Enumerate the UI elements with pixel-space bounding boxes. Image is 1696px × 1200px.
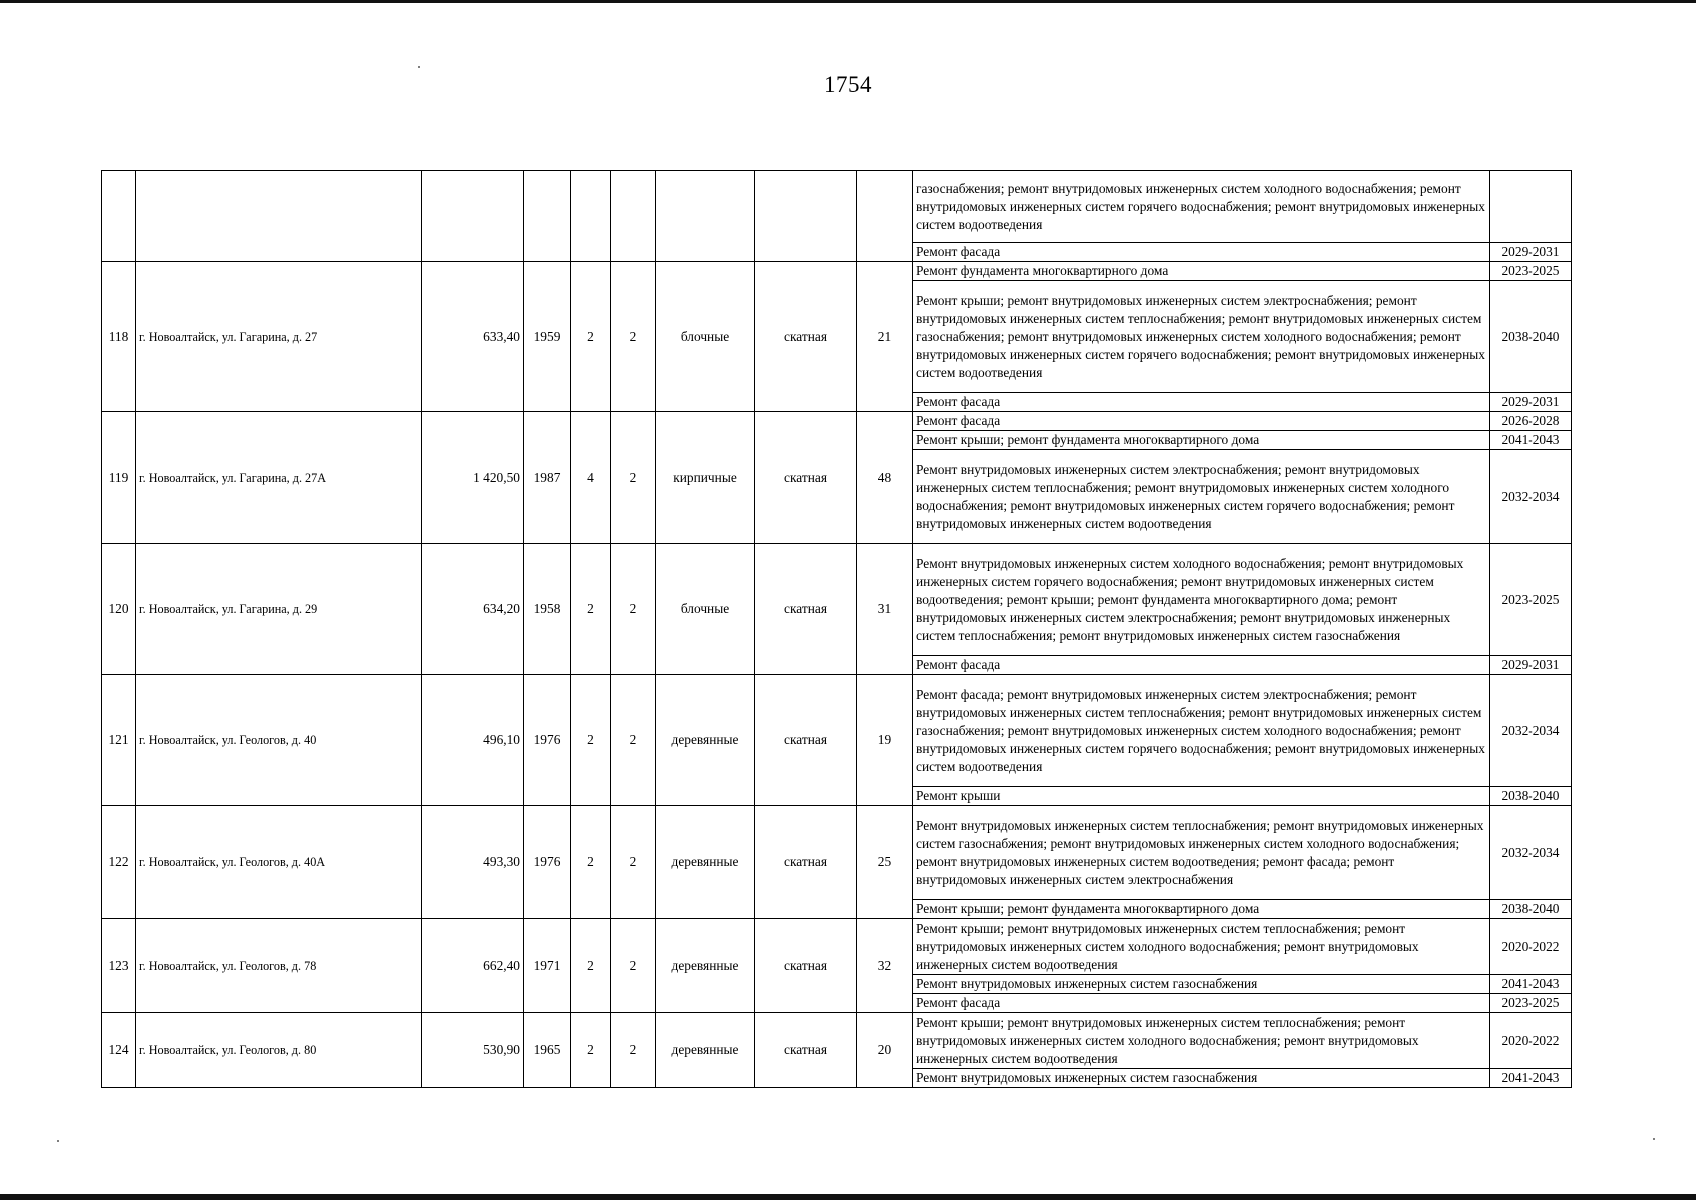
empty-cell [656, 171, 755, 262]
work-period: 2038-2040 [1490, 281, 1572, 393]
wall-material-cell: деревянные [656, 675, 755, 806]
work-description: Ремонт крыши; ремонт фундамента многоквартирного дома [913, 431, 1490, 450]
work-description: Ремонт фасада [913, 656, 1490, 675]
scan-border-top [0, 0, 1696, 3]
address-cell: г. Новоалтайск, ул. Геологов, д. 40 [136, 675, 422, 806]
table-row [102, 675, 1572, 787]
wall-material-cell: кирпичные [656, 412, 755, 544]
area-cell: 530,90 [422, 1013, 524, 1088]
entrances-cell: 2 [611, 919, 656, 1013]
value-cell: 48 [857, 412, 913, 544]
work-description: Ремонт крыши; ремонт внутридомовых инженерных систем теплоснабжения; ремонт внутридомовых инженерных систем холодного водоснабжения; ремонт внутридомовых инженерных систем водоотведения [913, 1013, 1490, 1069]
row-number: 124 [102, 1013, 136, 1088]
address-cell: г. Новоалтайск, ул. Геологов, д. 80 [136, 1013, 422, 1088]
entrances-cell: 2 [611, 544, 656, 675]
housing-repair-table [101, 170, 1572, 1088]
work-description: Ремонт фасада; ремонт внутридомовых инженерных систем электроснабжения; ремонт внутридомовых инженерных систем теплоснабжения; ремонт внутридомовых инженерных систем газоснабжения; ремонт внутридомовых инженерных систем холодного водоснабжения; ремонт внутридомовых инженерных систем горячего водоснабжения; ремонт внутридомовых инженерных систем водоотведения [913, 675, 1490, 787]
empty-cell [422, 171, 524, 262]
work-period: 2032-2034 [1490, 675, 1572, 787]
value-cell: 32 [857, 919, 913, 1013]
work-period: 2038-2040 [1490, 900, 1572, 919]
address-cell: г. Новоалтайск, ул. Гагарина, д. 27А [136, 412, 422, 544]
table-row [102, 262, 1572, 281]
roof-type-cell: скатная [755, 412, 857, 544]
address-cell: г. Новоалтайск, ул. Гагарина, д. 29 [136, 544, 422, 675]
work-period: 2041-2043 [1490, 975, 1572, 994]
floors-cell: 2 [571, 262, 611, 412]
work-period: 2023-2025 [1490, 994, 1572, 1013]
table-row [102, 919, 1572, 975]
empty-cell [611, 171, 656, 262]
scan-speck [1653, 1138, 1655, 1140]
floors-cell: 2 [571, 675, 611, 806]
roof-type-cell: скатная [755, 806, 857, 919]
entrances-cell: 2 [611, 806, 656, 919]
scan-speck [418, 66, 420, 68]
row-number: 118 [102, 262, 136, 412]
year-cell: 1958 [524, 544, 571, 675]
wall-material-cell: блочные [656, 262, 755, 412]
year-cell: 1965 [524, 1013, 571, 1088]
table-row [102, 1013, 1572, 1069]
year-cell: 1959 [524, 262, 571, 412]
year-cell: 1976 [524, 806, 571, 919]
table-body [102, 171, 1572, 1088]
row-number: 120 [102, 544, 136, 675]
area-cell: 496,10 [422, 675, 524, 806]
continuation-row [102, 171, 1572, 243]
area-cell: 493,30 [422, 806, 524, 919]
work-description: Ремонт фасада [913, 243, 1490, 262]
table-row [102, 806, 1572, 900]
work-description: Ремонт фасада [913, 393, 1490, 412]
address-cell: г. Новоалтайск, ул. Геологов, д. 78 [136, 919, 422, 1013]
work-period: 2041-2043 [1490, 431, 1572, 450]
work-description: Ремонт внутридомовых инженерных систем теплоснабжения; ремонт внутридомовых инженерных систем газоснабжения; ремонт внутридомовых инженерных систем холодного водоснабжения; ремонт внутридомовых инженерных систем водоотведения; ремонт фасада; ремонт внутридомовых инженерных систем электроснабжения [913, 806, 1490, 900]
wall-material-cell: деревянные [656, 806, 755, 919]
empty-cell [857, 171, 913, 262]
value-cell: 21 [857, 262, 913, 412]
scan-border-bottom [0, 1194, 1696, 1200]
empty-cell [102, 171, 136, 262]
work-description: Ремонт крыши; ремонт внутридомовых инженерных систем теплоснабжения; ремонт внутридомовых инженерных систем холодного водоснабжения; ремонт внутридомовых инженерных систем водоотведения [913, 919, 1490, 975]
work-period: 2041-2043 [1490, 1069, 1572, 1088]
year-cell: 1987 [524, 412, 571, 544]
work-description: Ремонт крыши; ремонт фундамента многоквартирного дома [913, 900, 1490, 919]
work-description: Ремонт внутридомовых инженерных систем газоснабжения [913, 1069, 1490, 1088]
floors-cell: 2 [571, 919, 611, 1013]
roof-type-cell: скатная [755, 1013, 857, 1088]
value-cell: 31 [857, 544, 913, 675]
page-number: 1754 [824, 72, 872, 97]
table-row [102, 412, 1572, 431]
work-period: 2029-2031 [1490, 656, 1572, 675]
work-period: 2029-2031 [1490, 393, 1572, 412]
year-cell: 1976 [524, 675, 571, 806]
work-description: Ремонт фундамента многоквартирного дома [913, 262, 1490, 281]
wall-material-cell: деревянные [656, 919, 755, 1013]
wall-material-cell: деревянные [656, 1013, 755, 1088]
work-description: Ремонт внутридомовых инженерных систем электроснабжения; ремонт внутридомовых инженерных систем теплоснабжения; ремонт внутридомовых инженерных систем холодного водоснабжения; ремонт внутридомовых инженерных систем горячего водоснабжения; ремонт внутридомовых инженерных систем водоотведения [913, 450, 1490, 544]
floors-cell: 4 [571, 412, 611, 544]
address-cell: г. Новоалтайск, ул. Гагарина, д. 27 [136, 262, 422, 412]
area-cell: 634,20 [422, 544, 524, 675]
work-period: 2032-2034 [1490, 806, 1572, 900]
value-cell: 25 [857, 806, 913, 919]
row-number: 123 [102, 919, 136, 1013]
work-period: 2023-2025 [1490, 544, 1572, 656]
work-description: Ремонт внутридомовых инженерных систем газоснабжения [913, 975, 1490, 994]
roof-type-cell: скатная [755, 675, 857, 806]
work-period: 2023-2025 [1490, 262, 1572, 281]
roof-type-cell: скатная [755, 544, 857, 675]
work-period: 2032-2034 [1490, 450, 1572, 544]
work-description: Ремонт крыши; ремонт внутридомовых инженерных систем электроснабжения; ремонт внутридомовых инженерных систем теплоснабжения; ремонт внутридомовых инженерных систем газоснабжения; ремонт внутридомовых инженерных систем холодного водоснабжения; ремонт внутридомовых инженерных систем горячего водоснабжения; ремонт внутридомовых инженерных систем водоотведения [913, 281, 1490, 393]
entrances-cell: 2 [611, 1013, 656, 1088]
work-description: газоснабжения; ремонт внутридомовых инженерных систем холодного водоснабжения; ремонт внутридомовых инженерных систем горячего водоснабжения; ремонт внутридомовых инженерных систем водоотведения [913, 171, 1490, 243]
roof-type-cell: скатная [755, 919, 857, 1013]
work-description: Ремонт фасада [913, 994, 1490, 1013]
area-cell: 662,40 [422, 919, 524, 1013]
work-description: Ремонт фасада [913, 412, 1490, 431]
floors-cell: 2 [571, 806, 611, 919]
empty-cell [524, 171, 571, 262]
work-period [1490, 171, 1572, 243]
year-cell: 1971 [524, 919, 571, 1013]
empty-cell [136, 171, 422, 262]
empty-cell [571, 171, 611, 262]
work-period: 2038-2040 [1490, 787, 1572, 806]
floors-cell: 2 [571, 544, 611, 675]
floors-cell: 2 [571, 1013, 611, 1088]
address-cell: г. Новоалтайск, ул. Геологов, д. 40А [136, 806, 422, 919]
area-cell: 633,40 [422, 262, 524, 412]
table-row [102, 544, 1572, 656]
value-cell: 20 [857, 1013, 913, 1088]
work-period: 2020-2022 [1490, 1013, 1572, 1069]
value-cell: 19 [857, 675, 913, 806]
work-period: 2020-2022 [1490, 919, 1572, 975]
scan-speck [57, 1140, 59, 1142]
row-number: 119 [102, 412, 136, 544]
work-period: 2026-2028 [1490, 412, 1572, 431]
area-cell: 1 420,50 [422, 412, 524, 544]
wall-material-cell: блочные [656, 544, 755, 675]
entrances-cell: 2 [611, 412, 656, 544]
work-period: 2029-2031 [1490, 243, 1572, 262]
work-description: Ремонт крыши [913, 787, 1490, 806]
entrances-cell: 2 [611, 675, 656, 806]
roof-type-cell: скатная [755, 262, 857, 412]
row-number: 122 [102, 806, 136, 919]
row-number: 121 [102, 675, 136, 806]
empty-cell [755, 171, 857, 262]
entrances-cell: 2 [611, 262, 656, 412]
work-description: Ремонт внутридомовых инженерных систем холодного водоснабжения; ремонт внутридомовых инженерных систем горячего водоснабжения; ремонт внутридомовых инженерных систем водоотведения; ремонт крыши; ремонт фундамента многоквартирного дома; ремонт внутридомовых инженерных систем электроснабжения; ремонт внутридомовых инженерных систем теплоснабжения; ремонт внутридомовых инженерных систем газоснабжения [913, 544, 1490, 656]
